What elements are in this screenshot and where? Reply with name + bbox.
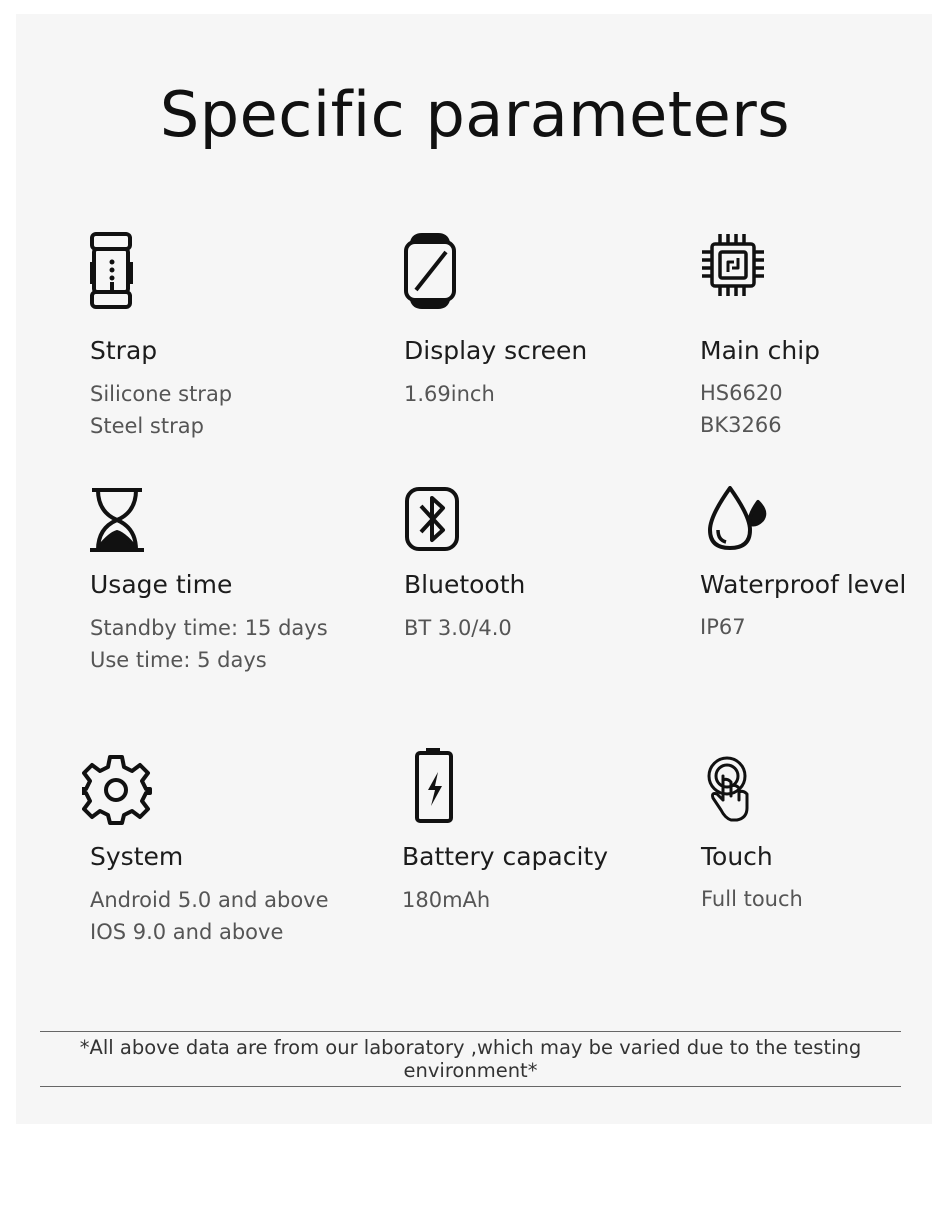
spec-usage-time xyxy=(90,486,350,672)
spec-name: Usage time xyxy=(90,570,233,599)
water-drop-icon xyxy=(700,486,780,566)
spec-name: Display screen xyxy=(404,336,588,365)
watch-screen-icon xyxy=(404,232,484,312)
spec-name: Touch xyxy=(701,842,773,871)
spec-value: 180mAh xyxy=(402,888,491,912)
gear-icon xyxy=(82,755,162,835)
spec-main-chip xyxy=(700,232,950,437)
spec-name: Battery capacity xyxy=(402,842,609,871)
content-panel xyxy=(16,14,932,1124)
page-title: Specific parameters xyxy=(159,78,791,151)
spec-display-screen xyxy=(404,232,664,406)
footer-divider-top xyxy=(40,1031,901,1032)
spec-value: 1.69inch xyxy=(404,382,495,406)
spec-name: Strap xyxy=(90,336,158,365)
spec-name: Bluetooth xyxy=(404,570,526,599)
spec-bluetooth xyxy=(404,486,664,640)
spec-value: Use time: 5 days xyxy=(90,648,267,672)
hourglass-icon xyxy=(90,486,170,566)
spec-value: Full touch xyxy=(701,887,803,911)
spec-value: BT 3.0/4.0 xyxy=(404,616,512,640)
footer-disclaimer: *All above data are from our laboratory ,which may be varied due to the testing environment* xyxy=(79,1036,862,1082)
watch-strap-icon xyxy=(90,232,170,312)
battery-icon xyxy=(414,748,494,828)
spec-value: Standby time: 15 days xyxy=(90,616,328,640)
spec-value: BK3266 xyxy=(700,413,782,437)
spec-touch xyxy=(701,752,950,911)
spec-name: System xyxy=(90,842,184,871)
spec-name: Waterproof level xyxy=(700,570,907,599)
spec-value: Steel strap xyxy=(90,414,204,438)
spec-value: IP67 xyxy=(700,615,746,639)
chip-icon xyxy=(700,232,780,312)
touch-hand-icon xyxy=(701,752,781,832)
spec-system xyxy=(82,755,342,944)
spec-value: HS6620 xyxy=(700,381,783,405)
bluetooth-icon xyxy=(404,486,484,566)
spec-battery xyxy=(402,748,662,912)
spec-value: Android 5.0 and above xyxy=(90,888,329,912)
spec-value: Silicone strap xyxy=(90,382,233,406)
spec-value: IOS 9.0 and above xyxy=(90,920,284,944)
spec-name: Main chip xyxy=(700,336,821,365)
spec-strap xyxy=(90,232,350,438)
spec-waterproof xyxy=(700,486,950,639)
footer-divider-bottom xyxy=(40,1086,901,1087)
